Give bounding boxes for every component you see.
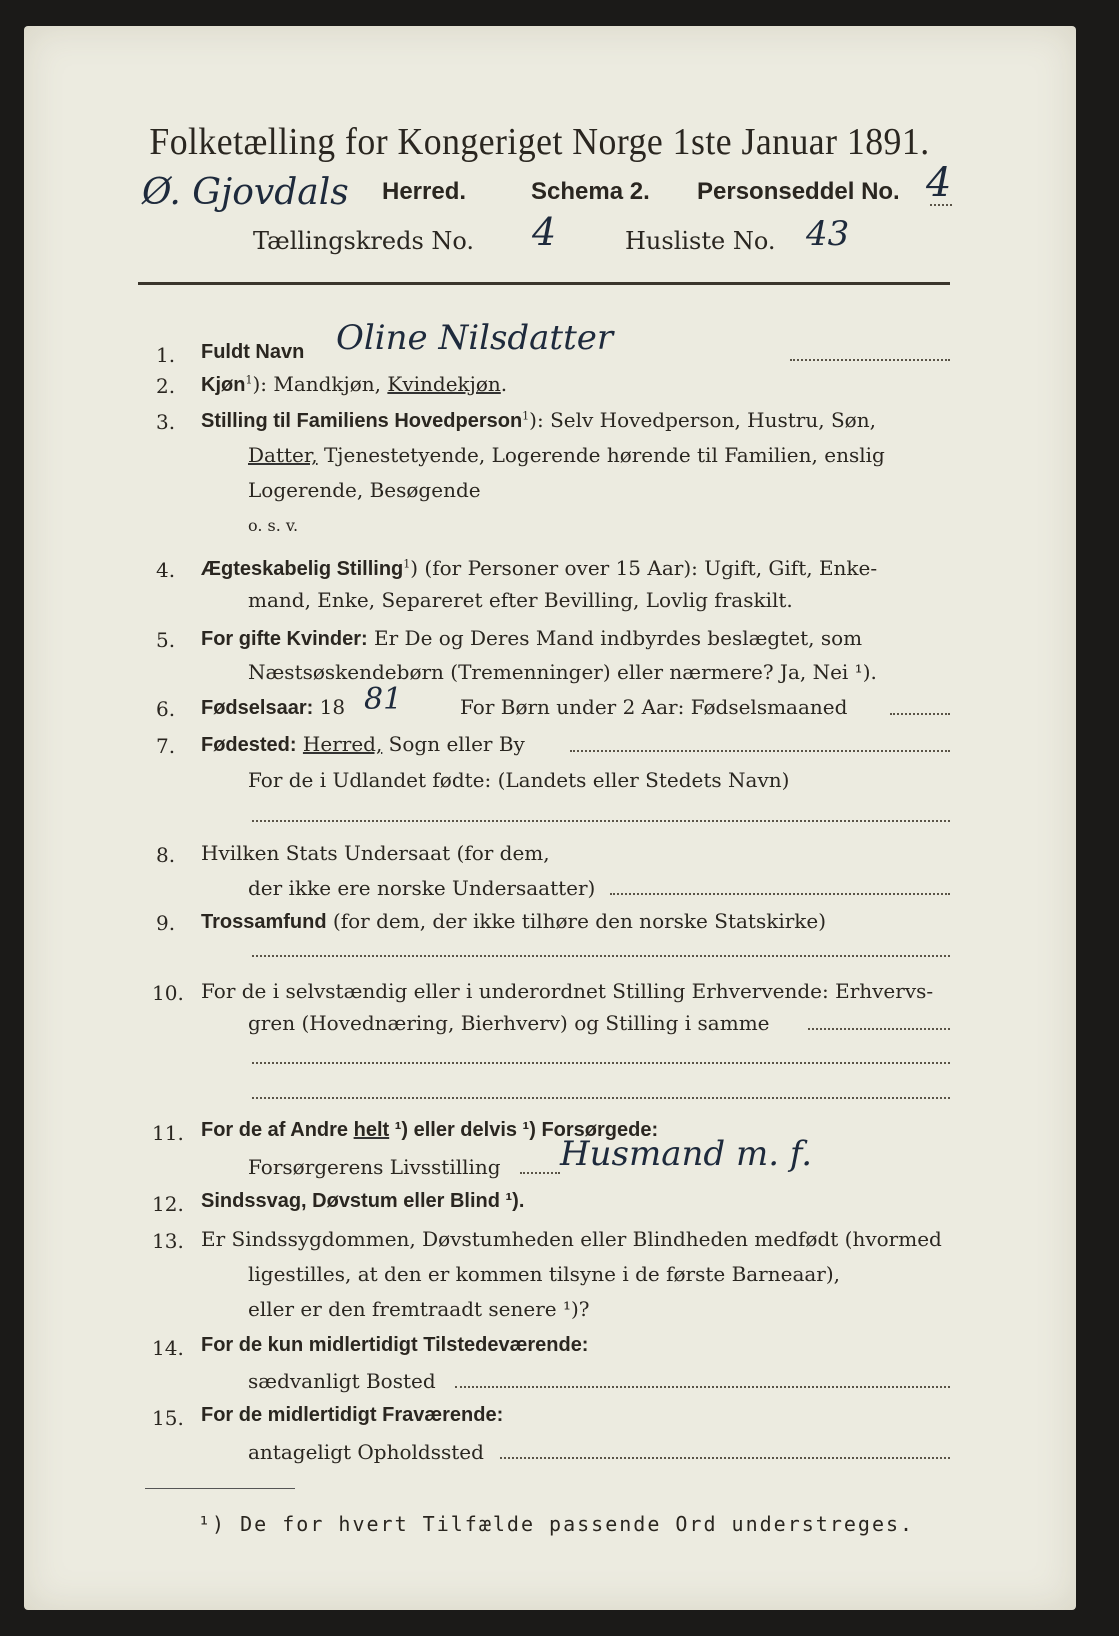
item-number: 1.: [156, 343, 176, 367]
stilling-line4: o. s. v.: [248, 516, 299, 535]
item-number: 6.: [156, 697, 176, 721]
fodested-label: Fødested:: [201, 734, 297, 756]
item-number: 7.: [156, 734, 176, 758]
footnote: ¹) De for hvert Tilfælde passende Ord understreges.: [198, 1512, 915, 1536]
fodselsaar-value: 81: [364, 682, 403, 717]
aegteskab-line2: mand, Enke, Separeret efter Bevilling, Lovlig fraskilt.: [248, 588, 793, 612]
item-number: 12.: [152, 1192, 184, 1216]
fodselsaar-label: Fødselsaar:: [201, 697, 314, 719]
medfodt-row: Er Sindssygdommen, Døvstumheden eller Blindheden medfødt (hvormed: [201, 1227, 942, 1251]
stilling-line2: [248, 443, 885, 467]
kjon-text: ): Mandkjøn,: [252, 372, 388, 396]
aegteskab-row: [201, 556, 877, 581]
herred-handwritten: Ø. Gjovdals: [142, 172, 349, 213]
livsstilling-value: Husmand m. f.: [560, 1134, 813, 1174]
item-number: 8.: [156, 843, 176, 867]
fodested-row: [201, 732, 525, 757]
stilling-label: Stilling til Familiens Hovedperson: [201, 410, 523, 432]
header-divider: [138, 282, 950, 285]
trossamfund-label: Trossamfund: [201, 911, 327, 933]
item-number: 5.: [156, 628, 176, 652]
trossamfund-text: (for dem, der ikke tilhøre den norske Statskirke): [326, 909, 827, 933]
stilling-line3: Logerende, Besøgende: [248, 478, 481, 502]
fill-line: [808, 1028, 950, 1030]
kjon-tail: .: [500, 372, 508, 396]
footnote-ref: 1: [522, 409, 530, 423]
fodselsaar-prefix: 18: [313, 695, 346, 719]
husliste-label: Husliste No.: [625, 227, 776, 255]
datter-underlined: Datter,: [248, 443, 318, 467]
fodselsmaaned-text: For Børn under 2 Aar: Fødselsmaaned: [460, 695, 848, 719]
schema-label: Schema 2.: [531, 178, 650, 205]
fill-line: [252, 1097, 950, 1099]
fill-line: [610, 893, 950, 895]
item-number: 9.: [156, 911, 176, 935]
gifte-row: [201, 626, 862, 651]
livsstilling-label: Forsørgerens Livsstilling: [248, 1155, 501, 1179]
item-number: 14.: [152, 1336, 184, 1360]
forsorgede-text2: ¹) eller delvis ¹) Forsørgede:: [389, 1119, 659, 1141]
aegteskab-text: ) (for Personer over 15 Aar): Ugift, Gift, Enke-: [410, 556, 878, 580]
trossamfund-row: [201, 909, 826, 934]
fill-line: [252, 820, 950, 822]
fuldt-navn-label: Fuldt Navn: [201, 341, 305, 363]
gifte-label: For gifte Kvinder:: [201, 628, 368, 650]
fodested-text: Sogn eller By: [382, 732, 525, 756]
item-number: 13.: [152, 1229, 184, 1253]
fill-line: [252, 1062, 950, 1064]
erhverv-row: For de i selvstændig eller i underordnet Stilling Erhvervende: Erhvervs-: [201, 979, 934, 1003]
stilling-line2-text: Tjenestetyende, Logerende hørende til Familien, enslig: [317, 443, 885, 467]
forsorgede-text: For de af Andre: [201, 1119, 354, 1141]
bosted-label: sædvanligt Bosted: [248, 1369, 436, 1393]
personseddel-dots: [930, 204, 952, 206]
fuldt-navn-value: Oline Nilsdatter: [336, 318, 614, 358]
medfodt-line2: ligestilles, at den er kommen tilsyne i de første Barneaar),: [248, 1262, 841, 1286]
gifte-text: Er De og Deres Mand indbyrdes beslægtet, som: [367, 626, 863, 650]
item-number: 3.: [156, 410, 176, 434]
fodested-line2: For de i Udlandet fødte: (Landets eller Stedets Navn): [248, 768, 790, 792]
footnote-divider: [145, 1488, 295, 1489]
aegteskab-label: Ægteskabelig Stilling: [201, 558, 404, 580]
kreds-value: 4: [532, 210, 557, 254]
fill-line: [570, 750, 950, 752]
undersaat-row: Hvilken Stats Undersaat (for dem,: [201, 841, 550, 865]
footnote-ref: 1: [245, 373, 253, 387]
kreds-label: Tællingskreds No.: [253, 227, 475, 255]
fill-line: [790, 359, 950, 361]
helt-underlined: helt: [353, 1119, 390, 1141]
kjon-row: [201, 372, 507, 397]
herred-underlined: Herred,: [302, 732, 383, 756]
fodselsaar-row: [201, 695, 345, 720]
fill-line: [455, 1386, 950, 1388]
herred-label: Herred.: [382, 178, 467, 205]
item-number: 15.: [152, 1406, 184, 1430]
item-number: 4.: [156, 558, 176, 582]
item-number: 10.: [152, 981, 184, 1005]
fill-line: [890, 713, 950, 715]
personseddel-label: Personseddel No.: [697, 178, 900, 205]
husliste-value: 43: [806, 214, 850, 254]
erhverv-line2: gren (Hovednæring, Bierhverv) og Stilling i samme: [248, 1011, 770, 1035]
footnote-ref: 1: [403, 557, 411, 571]
census-form-page: [24, 26, 1076, 1610]
stilling-row: [201, 408, 876, 433]
sindssvag-row: Sindssvag, Døvstum eller Blind ¹).: [201, 1190, 525, 1212]
item-number: 11.: [152, 1121, 184, 1145]
gifte-line2: Næstsøskendebørn (Tremenninger) eller nærmere? Ja, Nei ¹).: [248, 660, 877, 684]
stilling-text: ): Selv Hovedperson, Hustru, Søn,: [529, 408, 876, 432]
fill-line: [520, 1172, 560, 1174]
form-title: Folketælling for Kongeriget Norge 1ste Januar 1891.: [149, 121, 930, 163]
medfodt-line3: eller er den fremtraadt senere ¹)?: [248, 1297, 590, 1321]
undersaat-line2: der ikke ere norske Undersaatter): [248, 876, 596, 900]
item-number: 2.: [156, 374, 176, 398]
opholdssted-label: antageligt Opholdssted: [248, 1440, 484, 1464]
personseddel-value: 4: [926, 160, 952, 206]
kjon-label: Kjøn: [201, 374, 246, 396]
tilstedevaerende-row: For de kun midlertidigt Tilstedeværende:: [201, 1334, 589, 1356]
fravaerende-row: For de midlertidigt Fraværende:: [201, 1404, 504, 1426]
fill-line: [500, 1457, 950, 1459]
fill-line: [252, 955, 950, 957]
kjon-underlined: Kvindekjøn: [387, 372, 501, 396]
